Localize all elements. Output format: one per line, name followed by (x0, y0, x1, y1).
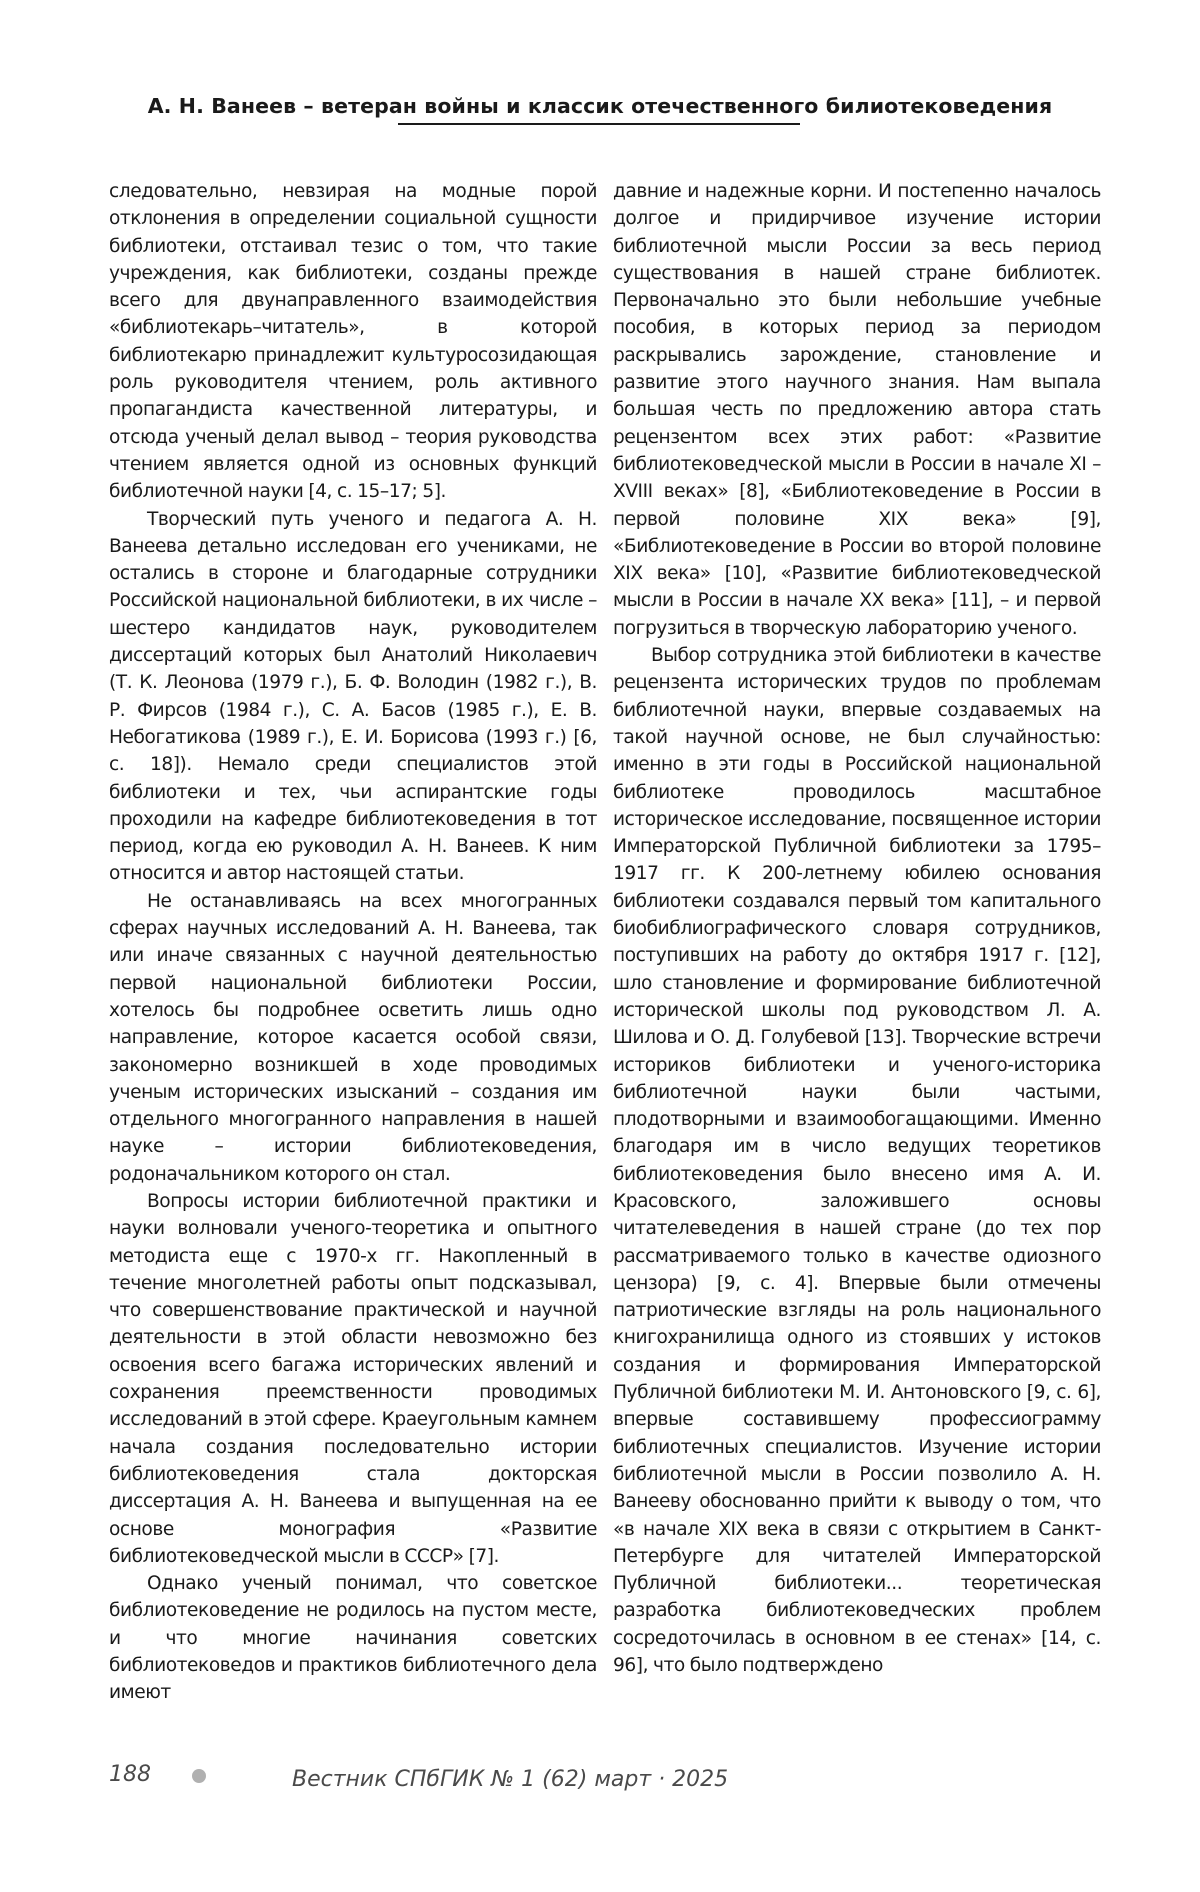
left-paragraph-5: Однако ученый понимал, что советское библиотековедение не родилось на пустом месте, и что многие начинания советских библиотековедов и практиков библиотечного дела имеют (109, 1573, 597, 1704)
left-column (109, 178, 597, 1707)
footer-dot-icon (192, 1769, 206, 1783)
page-footer (0, 1762, 1200, 1802)
left-paragraph-4: Вопросы истории библиотечной практики и науки волновали ученого-теоретика и опытного методиста еще с 1970-х гг. Накопленный в течение многолетней работы опыт подсказывал, что совершенствование практической и научной деятельности в этой области невозможно без освоения всего багажа исторических явлений и сохранения преемственности проводимых исследований в этой сфере. Краеугольным камнем начала создания последовательно истории библиотековедения стала докторская диссертация А. Н. Ванеева и выпущенная на ее основе монография «Развитие библиотековедческой мысли в СССР» [7]. (109, 1190, 597, 1567)
right-paragraph-2: Выбор сотрудника этой библиотеки в качестве рецензента исторических трудов по проблемам библиотечной науки, впервые создаваемых на такой научной основе, не был случайностью: именно в эти годы в Российской национальной библиотеке проводилось масштабное историческое исследование, посвященное истории Императорской Публичной библиотеки за 1795–1917 гг. К 200-летнему юбилею основания библиотеки создавался первый том капитального биобиблиографического словаря сотрудников, поступивших на работу до октября 1917 г. [12], шло становление и формирование библиотечной исторической школы под руководством Л. А. Шилова и О. Д. Голубевой [13]. Творческие встречи историков библиотеки и ученого-историка библиотечной науки были частыми, плодотворными и взаимообогащающими. Именно благодаря им в число ведущих теоретиков библиотековедения было внесено имя А. И. Красовского, заложившего основы читателеведения в нашей стране (до тех пор рассматриваемого только в качестве одиозного цензора) [9, с. 4]. Впервые были отмечены патриотические взгляды на роль национального книгохранилища одного из стоявших у истоков создания и формирования Императорской Публичной библиотеки М. И. Антоновского [9, с. 6], впервые составившему профессиограмму библиотечных специалистов. Изучение истории библиотечной мысли в России позволило А. Н. Ванееву обоснованно прийти к выводу о том, что «в начале XIX века в связи с открытием в Санкт-Петербурге для читателей Императорской Публичной библиотеки... теоретическая разработка библиотековедческих проблем сосредоточилась в основном в ее стенах» [14, с. 96], что было подтверждено (613, 645, 1101, 1677)
left-paragraph-3: Не останавливаясь на всех многогранных сферах научных исследований А. Н. Ванеева, так или иначе связанных с научной деятельностью первой национальной библиотеки России, хотелось бы подробнее осветить лишь одно направление, которое касается особой связи, закономерно возникшей в ходе проводимых ученым исторических изысканий – создания им отдельного многогранного направления в нашей науке – истории библиотековедения, родоначальником которого он стал. (109, 890, 597, 1185)
header-underline (398, 123, 800, 125)
journal-citation: Вестник СПбГИК № 1 (62) март · 2025 (292, 1767, 729, 1792)
page-number: 188 (109, 1762, 151, 1787)
left-paragraph-2: Творческий путь ученого и педагога А. Н. Ванеева детально исследован его учениками, не остались в стороне и благодарные сотрудники Российской национальной библиотеки, в их числе – шестеро кандидатов наук, руководителем диссертаций которых был Анатолий Николаевич (Т. К. Леонова (1979 г.), Б. Ф. Володин (1982 г.), В. Р. Фирсов (1984 г.), С. А. Басов (1985 г.), Е. В. Небогатикова (1989 г.), Е. И. Борисова (1993 г.) [6, с. 18]). Немало среди специалистов этой библиотеки и тех, чьи аспирантские годы проходили на кафедре библиотековедения в тот период, когда ею руководил А. Н. Ванеев. К ним относится и автор настоящей статьи. (109, 508, 597, 885)
running-title: А. Н. Ванеев – ветеран войны и классик отечественного билиотековедения (147, 94, 1053, 118)
right-paragraph-1: давние и надежные корни. И постепенно началось долгое и придирчивое изучение истории библиотечной мысли России за весь период существования в нашей стране библиотек. Первоначально это были небольшие учебные пособия, в которых период за периодом раскрывались зарождение, становление и развитие этого научного знания. Нам выпала большая честь по предложению автора стать рецензентом всех этих работ: «Развитие библиотековедческой мысли в России в начале XI – XVIII веках» [8], «Библиотековедение в России в первой половине XIX века» [9], «Библиотековедение в России во второй половине XIX века» [10], «Развитие библиотековедческой мысли в России в начале XX века» [11], – и первой погрузиться в творческую лабораторию ученого. (613, 181, 1101, 639)
left-paragraph-1: следовательно, невзирая на модные порой отклонения в определении социальной сущности библиотеки, отстаивал тезис о том, что такие учреждения, как библиотеки, созданы прежде всего для двунаправленного взаимодействия «библиотекарь–читатель», в которой библиотекарю принадлежит культуросозидающая роль руководителя чтением, роль активного пропагандиста качественной литературы, и отсюда ученый делал вывод – теория руководства чтением является одной из основных функций библиотечной науки [4, с. 15–17; 5]. (109, 181, 597, 503)
right-column (613, 178, 1101, 1679)
